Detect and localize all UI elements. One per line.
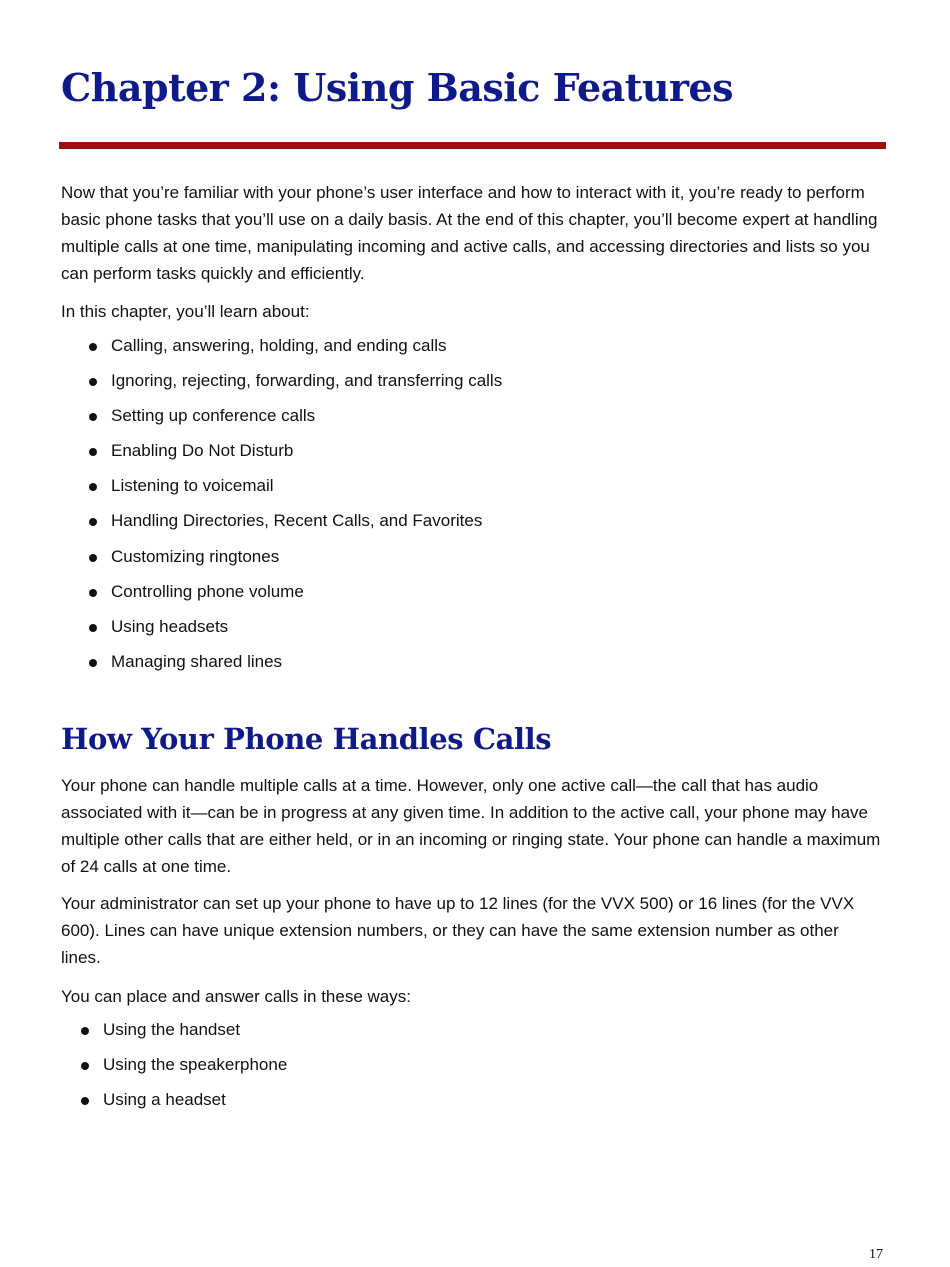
ways-list	[103, 1017, 287, 1122]
list-item	[111, 333, 502, 368]
chapter-title: Chapter 2: Using Basic Features	[61, 65, 734, 110]
bullet-icon	[89, 518, 97, 526]
topics-list	[111, 333, 502, 684]
list-item	[111, 649, 502, 684]
page-number: 17	[869, 1247, 883, 1262]
list-item-text: Customizing ringtones	[111, 546, 280, 566]
bullet-icon	[89, 448, 97, 456]
bullet-icon	[81, 1027, 89, 1035]
intro-paragraph: Now that you’re familiar with your phone’s user interface and how to interact with it, you’re ready to perform basic phone tasks that you’ll use on a daily basis. At the end of this chapter, you’ll become expert at handling multiple calls at one time, manipulating incoming and active calls, and accessing directories and lists so you can perform tasks quickly and efficiently.	[61, 183, 878, 283]
list-item-text: Using the speakerphone	[103, 1055, 288, 1075]
list-item	[111, 438, 502, 473]
bullet-icon	[89, 659, 97, 667]
list-item	[111, 614, 502, 649]
title-divider	[59, 142, 886, 149]
bullet-icon	[89, 413, 97, 421]
list-item	[111, 508, 502, 543]
bullet-icon	[89, 343, 97, 351]
bullet-icon	[89, 483, 97, 491]
section-heading: How Your Phone Handles Calls	[61, 722, 552, 756]
bullet-icon	[89, 378, 97, 386]
list-item-text: Enabling Do Not Disturb	[111, 441, 294, 461]
list-item-text: Using the handset	[103, 1020, 241, 1039]
list-item-text: Managing shared lines	[111, 651, 283, 671]
list-item-text: Ignoring, rejecting, forwarding, and transferring calls	[111, 371, 503, 391]
list-item	[111, 473, 502, 508]
list-item	[111, 579, 502, 614]
list-item	[103, 1017, 287, 1052]
list-item-text: Calling, answering, holding, and ending calls	[111, 336, 447, 355]
topics-lead: In this chapter, you’ll learn about:	[61, 302, 310, 321]
bullet-icon	[89, 624, 97, 632]
bullet-icon	[89, 589, 97, 597]
list-item-text: Setting up conference calls	[111, 406, 316, 426]
list-item	[103, 1052, 287, 1087]
list-item	[103, 1087, 287, 1122]
bullet-icon	[81, 1097, 89, 1105]
bullet-icon	[81, 1062, 89, 1070]
list-item-text: Using a headset	[103, 1090, 226, 1110]
list-item	[111, 544, 502, 579]
list-item-text: Using headsets	[111, 616, 229, 636]
bullet-icon	[89, 554, 97, 562]
list-item-text: Listening to voicemail	[111, 476, 274, 496]
list-item-text: Handling Directories, Recent Calls, and Favorites	[111, 511, 483, 531]
section-paragraph-1: Your phone can handle multiple calls at a time. However, only one active call—the call that has audio associated with it—can be in progress at any given time. In addition to the active call, your phone may have multiple other calls that are either held, or in an incoming or ringing state. Your phone can handle a maximum of 24 calls at one time.	[61, 776, 881, 876]
ways-lead: You can place and answer calls in these ways:	[61, 987, 411, 1006]
list-item	[111, 403, 502, 438]
section-paragraph-2: Your administrator can set up your phone to have up to 12 lines (for the VVX 500) or 16 lines (for the VVX 600). Lines can have unique extension numbers, or they can have the same extension number as other lines.	[61, 894, 855, 967]
list-item	[111, 368, 502, 403]
list-item-text: Controlling phone volume	[111, 581, 304, 601]
